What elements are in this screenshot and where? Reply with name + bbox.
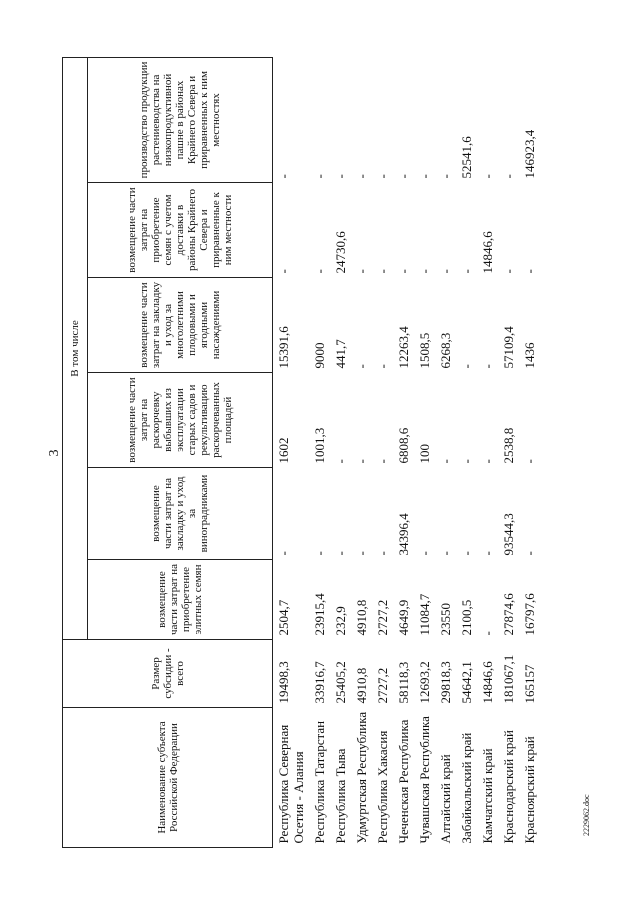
table-row: [414, 57, 435, 847]
value-cell-c1: 2504,7: [276, 599, 291, 636]
region-name-cell: Краснодарский край: [501, 730, 516, 844]
value-cell-c2: 93544,3: [501, 513, 516, 556]
table-row: [372, 57, 393, 847]
value-cell-total: 2727,2: [375, 667, 390, 704]
region-name-cell: Чеченская Республика: [396, 719, 411, 844]
header-col-1: возмещение части затрат на приобретение элитных семян: [88, 560, 273, 640]
region-name-cell: Забайкальский край: [459, 732, 474, 844]
header-col-4: возмещение части затрат на закладку и уход за многолетними плодовыми и ягодными насаждениями: [88, 278, 273, 373]
value-cell-c3: -: [333, 459, 348, 464]
value-cell-c6: -: [375, 174, 390, 179]
value-cell-c2: -: [312, 551, 327, 556]
value-cell-c5: -: [354, 269, 369, 274]
value-cell-c1: 4649,9: [396, 599, 411, 636]
value-cell-c6: -: [333, 174, 348, 179]
table-row: [456, 57, 477, 847]
table-body: [273, 57, 541, 847]
value-cell-c3: 1001,3: [312, 427, 327, 464]
page-number: 3: [47, 449, 62, 457]
header-col-2: возмещение части затрат на закладку и уход за виноградниками: [88, 468, 273, 560]
value-cell-total: 12693,2: [417, 661, 432, 704]
value-cell-c3: 100: [417, 444, 432, 464]
value-cell-c6: -: [276, 174, 291, 179]
value-cell-c6: 52541,6: [459, 136, 474, 179]
value-cell-c4: 15391,6: [276, 326, 291, 369]
value-cell-c6: 146923,4: [522, 129, 537, 179]
value-cell-c4: 6268,3: [438, 332, 453, 369]
value-cell-c3: -: [438, 459, 453, 464]
value-cell-c3: -: [480, 459, 495, 464]
value-cell-c1: 2727,2: [375, 599, 390, 636]
value-cell-c4: 9000: [312, 342, 327, 369]
value-cell-c2: -: [276, 551, 291, 556]
value-cell-c1: 232,9: [333, 606, 348, 636]
value-cell-total: 14846,6: [480, 661, 495, 704]
value-cell-c4: 1508,5: [417, 332, 432, 369]
value-cell-total: 54642,1: [459, 661, 474, 704]
value-cell-c2: -: [438, 551, 453, 556]
value-cell-total: 4910,8: [354, 667, 369, 704]
region-name-cell: Республика Хакасия: [375, 730, 390, 844]
document-code: 2229062.doc: [582, 794, 591, 836]
value-cell-c1: -: [480, 631, 495, 636]
value-cell-c6: -: [312, 174, 327, 179]
value-cell-c5: -: [438, 269, 453, 274]
value-cell-c2: -: [333, 551, 348, 556]
value-cell-c4: 1436: [522, 342, 537, 369]
value-cell-c3: -: [459, 459, 474, 464]
value-cell-c1: 27874,6: [501, 593, 516, 636]
value-cell-c1: 16797,6: [522, 593, 537, 636]
value-cell-c4: 57109,4: [501, 326, 516, 369]
table-row: [477, 57, 498, 847]
value-cell-c6: -: [354, 174, 369, 179]
value-cell-c5: -: [417, 269, 432, 274]
table-row: [351, 57, 372, 847]
value-cell-c1: 4910,8: [354, 599, 369, 636]
header-col-5: возмещение части затрат на приобретение семян с учетом доставки в районы Крайнего Севера и приравненные к ним местности: [88, 183, 273, 278]
value-cell-c2: -: [375, 551, 390, 556]
value-cell-c5: 24730,6: [333, 231, 348, 274]
table-row: [273, 57, 310, 847]
table-row: [498, 57, 519, 847]
subsidy-table: [62, 57, 540, 848]
value-cell-c2: -: [459, 551, 474, 556]
value-cell-c5: -: [396, 269, 411, 274]
value-cell-c2: -: [417, 551, 432, 556]
value-cell-c6: -: [417, 174, 432, 179]
value-cell-total: 29818,3: [438, 661, 453, 704]
value-cell-total: 25405,2: [333, 661, 348, 704]
value-cell-c2: -: [522, 551, 537, 556]
value-cell-c6: -: [396, 174, 411, 179]
value-cell-c6: -: [501, 174, 516, 179]
value-cell-c1: 23915,4: [312, 593, 327, 636]
value-cell-c3: -: [375, 459, 390, 464]
value-cell-c3: 6808,6: [396, 427, 411, 464]
value-cell-c5: -: [459, 269, 474, 274]
table-row: [519, 57, 540, 847]
table-row: [309, 57, 330, 847]
value-cell-c4: -: [375, 364, 390, 369]
value-cell-total: 165157: [522, 664, 537, 704]
value-cell-c4: -: [480, 364, 495, 369]
value-cell-c5: -: [522, 269, 537, 274]
region-name-cell: Республика Татарстан: [312, 720, 327, 844]
region-name-cell: Камчатский край: [480, 748, 495, 844]
value-cell-c5: -: [375, 269, 390, 274]
value-cell-total: 181067,1: [501, 654, 516, 704]
value-cell-c3: -: [522, 459, 537, 464]
rotated-table-container: [62, 58, 562, 848]
region-name-cell: Республика Северная Осетия - Алания: [276, 724, 306, 844]
header-col-6: производство продукции растениеводства на низкопродуктивной пашне в районах Крайнего Севера и приравненных к ним местностях: [88, 57, 273, 182]
value-cell-c6: -: [438, 174, 453, 179]
value-cell-c5: 14846,6: [480, 231, 495, 274]
header-name: Наименование субъекта Российской Федерации: [63, 708, 273, 848]
table-row: [435, 57, 456, 847]
value-cell-c3: -: [354, 459, 369, 464]
value-cell-c5: -: [276, 269, 291, 274]
value-cell-c2: 34396,4: [396, 513, 411, 556]
value-cell-c3: 1602: [276, 437, 291, 464]
value-cell-c2: -: [354, 551, 369, 556]
value-cell-c2: -: [480, 551, 495, 556]
region-name-cell: Алтайский край: [438, 754, 453, 844]
value-cell-c4: 441,7: [333, 339, 348, 369]
table-row: [330, 57, 351, 847]
header-col-3: возмещение части затрат на раскорчевку выбывших из эксплуатации старых садов и рекультивацию раскорчеванных площадей: [88, 373, 273, 468]
header-total: Размер субсидии - всего: [63, 640, 273, 708]
value-cell-c1: 23550: [438, 603, 453, 636]
value-cell-c1: 11084,7: [417, 593, 432, 636]
region-name-cell: Чувашская Республика: [417, 716, 432, 844]
value-cell-c4: -: [354, 364, 369, 369]
value-cell-c4: 12263,4: [396, 326, 411, 369]
value-cell-c5: -: [312, 269, 327, 274]
region-name-cell: Удмуртская Республика: [354, 711, 369, 844]
value-cell-c5: -: [501, 269, 516, 274]
region-name-cell: Республика Тыва: [333, 748, 348, 844]
value-cell-c6: -: [480, 174, 495, 179]
value-cell-c3: 2538,8: [501, 427, 516, 464]
value-cell-c4: -: [459, 364, 474, 369]
value-cell-total: 19498,3: [276, 661, 291, 704]
value-cell-total: 58118,3: [396, 661, 411, 704]
value-cell-c1: 2100,5: [459, 599, 474, 636]
value-cell-total: 33916,7: [312, 661, 327, 704]
header-group: В том числе: [63, 57, 88, 639]
table-row: [393, 57, 414, 847]
region-name-cell: Красноярский край: [522, 736, 537, 844]
